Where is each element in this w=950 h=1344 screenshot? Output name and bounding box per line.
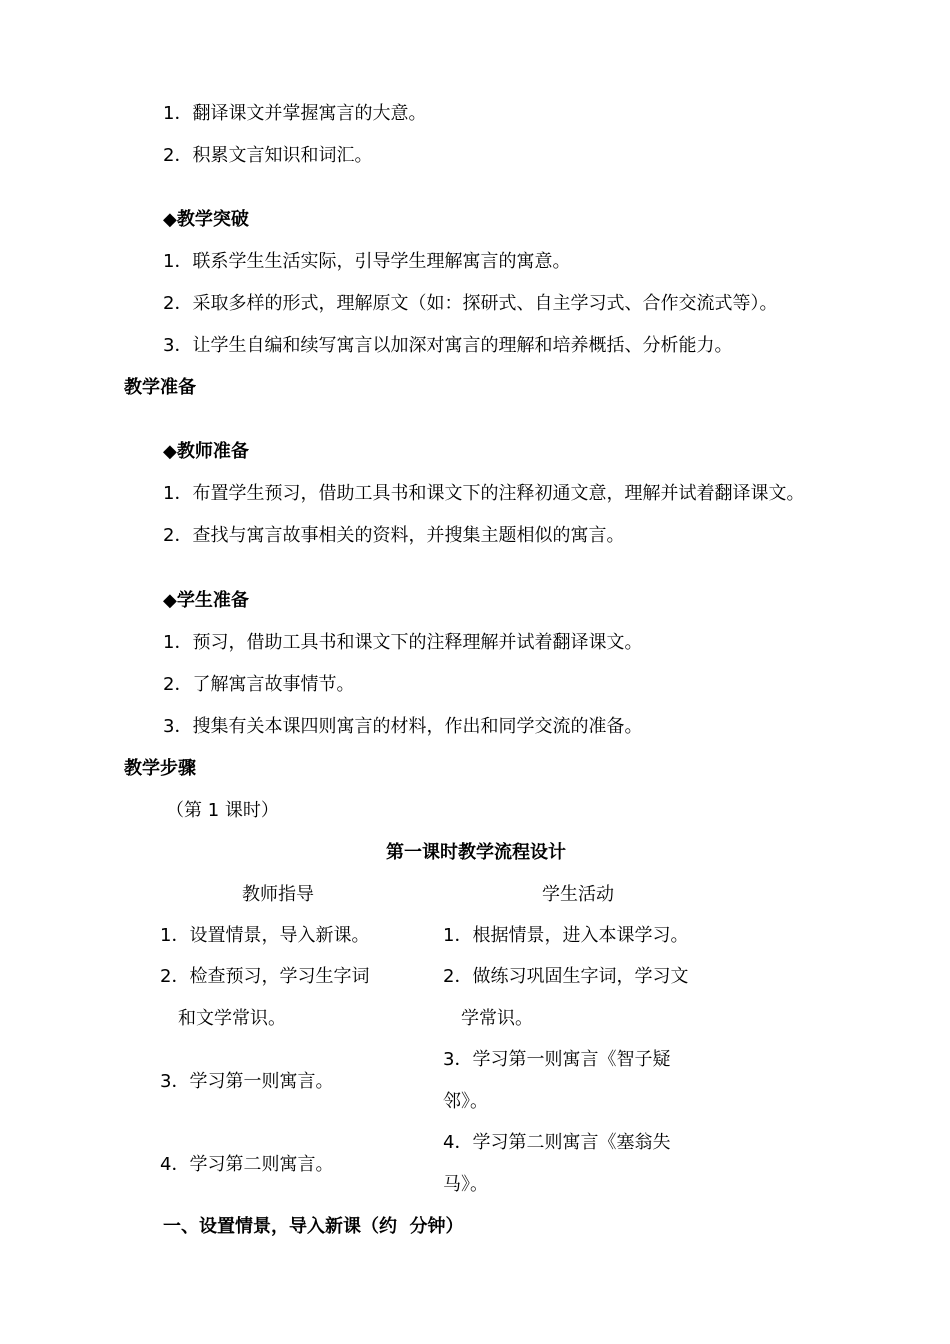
student-step: 2．做练习巩固生字词，学习文: [443, 966, 689, 987]
teacher-step: 1．设置情景，导入新课。: [160, 925, 370, 946]
breakthrough-heading: ◆教学突破: [163, 209, 249, 230]
student-step: 1．根据情景，进入本课学习。: [443, 925, 689, 946]
preparation-title: 教学准备: [124, 377, 196, 398]
breakthrough-item: 1．联系学生生活实际，引导学生理解寓言的寓意。: [163, 251, 571, 272]
goal-item: 1．翻译课文并掌握寓言的大意。: [163, 103, 427, 124]
student-step: 3．学习第一则寓言《智子疑: [443, 1049, 671, 1070]
breakthrough-item: 3．让学生自编和续写寓言以加深对寓言的理解和培养概括、分析能力。: [163, 335, 733, 356]
student-step-continuation: 马》。: [443, 1174, 488, 1195]
teacher-step: 2．检查预习，学习生字词: [160, 966, 370, 987]
teacher-prep-heading: ◆教师准备: [163, 441, 249, 462]
section-one-heading: 一、设置情景，导入新课（约 分钟）: [163, 1216, 464, 1237]
teacher-step: 3．学习第一则寓言。: [160, 1071, 334, 1092]
period-label: （第 1 课时）: [166, 800, 279, 821]
goal-item: 2．积累文言知识和词汇。: [163, 145, 373, 166]
student-step: 4．学习第二则寓言《塞翁失: [443, 1132, 671, 1153]
teacher-column-header: 教师指导: [242, 884, 314, 905]
flow-title: 第一课时教学流程设计: [386, 842, 566, 863]
student-prep-item: 3．搜集有关本课四则寓言的材料，作出和同学交流的准备。: [163, 716, 643, 737]
breakthrough-item: 2．采取多样的形式，理解原文（如：探研式、自主学习式、合作交流式等）。: [163, 293, 778, 314]
teacher-prep-item: 2．查找与寓言故事相关的资料，并搜集主题相似的寓言。: [163, 525, 625, 546]
student-prep-item: 2．了解寓言故事情节。: [163, 674, 355, 695]
student-prep-heading: ◆学生准备: [163, 590, 249, 611]
teacher-step: 4．学习第二则寓言。: [160, 1154, 334, 1175]
student-step-continuation: 邻》。: [443, 1091, 488, 1112]
steps-title: 教学步骤: [124, 758, 196, 779]
student-step-continuation: 学常识。: [461, 1008, 533, 1029]
student-column-header: 学生活动: [542, 884, 614, 905]
teacher-step-continuation: 和文学常识。: [178, 1008, 286, 1029]
teacher-prep-item: 1．布置学生预习，借助工具书和课文下的注释初通文意，理解并试着翻译课文。: [163, 483, 805, 504]
student-prep-item: 1．预习，借助工具书和课文下的注释理解并试着翻译课文。: [163, 632, 643, 653]
